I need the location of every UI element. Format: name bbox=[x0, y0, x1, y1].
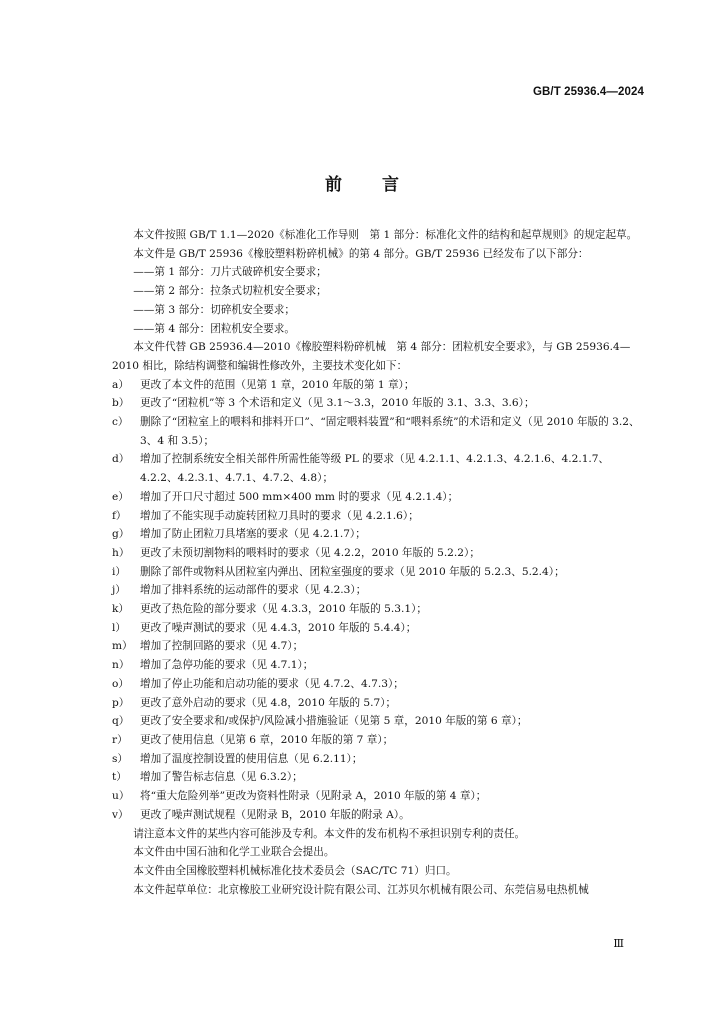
change-mark: p） bbox=[112, 696, 130, 709]
change-text: 更改了使用信息（见第 6 章，2010 年版的第 7 章）； bbox=[140, 733, 394, 746]
change-text: 更改了本文件的范围（见第 1 章，2010 年版的第 1 章）； bbox=[140, 378, 415, 391]
change-mark: d） bbox=[112, 453, 130, 466]
change-item bbox=[112, 450, 646, 487]
change-item bbox=[112, 787, 646, 806]
change-text: 增加了停止功能和启动功能的要求（见 4.7.2、4.7.3）； bbox=[140, 677, 404, 690]
part-item: ——第 4 部分：团粒机安全要求。 bbox=[133, 322, 295, 335]
change-mark: l） bbox=[112, 621, 126, 634]
change-item bbox=[112, 750, 646, 769]
change-item bbox=[112, 544, 646, 563]
change-text: 删除了部件或物料从团粒室内弹出、团粒室强度的要求（见 2010 年版的 5.2.3、5.2.4）； bbox=[140, 565, 565, 578]
change-mark: c） bbox=[112, 416, 129, 429]
change-text: 增加了控制系统安全相关部件所需性能等级 PL 的要求（见 4.2.1.1、4.2.1.3、4.2.1.6、4.2.1.7、4.2.2、4.2.3.1、4.7.1、4.7.2、4.8）； bbox=[140, 453, 610, 485]
change-mark: t） bbox=[112, 771, 127, 784]
change-item bbox=[112, 376, 646, 395]
change-text: 删除了“团粒室上的喂料和排料开口”、“固定喂料装置”和“喂料系统”的术语和定义（见 2010 年版的 3.2、3、4 和 3.5）； bbox=[140, 416, 640, 447]
change-item bbox=[112, 488, 646, 507]
parts-list bbox=[112, 263, 646, 338]
change-mark: i） bbox=[112, 565, 126, 578]
change-item bbox=[112, 637, 646, 656]
change-mark: h） bbox=[112, 546, 130, 559]
change-item bbox=[112, 619, 646, 638]
change-item bbox=[112, 656, 646, 675]
part-item: ——第 3 部分：切碎机安全要求； bbox=[133, 303, 295, 316]
change-mark: j） bbox=[112, 584, 126, 597]
change-item bbox=[112, 806, 646, 825]
changes-list bbox=[112, 376, 646, 825]
change-mark: v） bbox=[112, 808, 129, 821]
change-item bbox=[112, 394, 646, 413]
page-title: 前言 bbox=[325, 175, 439, 195]
paragraph-drafting-units: 本文件起草单位：北京橡胶工业研究设计院有限公司、江苏贝尔机械有限公司、东莞信易电热机械 bbox=[133, 883, 589, 896]
change-item bbox=[112, 768, 646, 787]
change-text: 更改了“团粒机”等 3 个术语和定义（见 3.1～3.3，2010 年版的 3.1、3.3、3.6）； bbox=[140, 397, 535, 410]
paragraph-series-parts: 本文件是 GB/T 25936《橡胶塑料粉碎机械》的第 4 部分。GB/T 25936 已经发布了以下部分： bbox=[133, 247, 589, 260]
change-text: 更改了噪声测试的要求（见 4.4.3，2010 年版的 5.4.4）； bbox=[140, 621, 417, 634]
change-text: 增加了不能实现手动旋转团粒刀具时的要求（见 4.2.1.6）； bbox=[140, 509, 419, 522]
change-text: 增加了警告标志信息（见 6.3.2）； bbox=[140, 771, 303, 784]
paragraph-drafting-rules: 本文件按照 GB/T 1.1—2020《标准化工作导则 第 1 部分：标准化文件的结构和起草规则》的规定起草。 bbox=[133, 229, 638, 241]
change-text: 增加了开口尺寸超过 500 mm×400 mm 时的要求（见 4.2.1.4）； bbox=[140, 490, 459, 503]
change-item bbox=[112, 694, 646, 713]
change-item bbox=[112, 712, 646, 731]
change-mark: m） bbox=[112, 640, 133, 653]
change-text: 更改了意外启动的要求（见 4.8，2010 年版的 5.7）； bbox=[140, 696, 397, 709]
page-number: Ⅲ bbox=[613, 937, 624, 950]
change-text: 增加了急停功能的要求（见 4.7.1）； bbox=[140, 659, 314, 672]
change-mark: a） bbox=[112, 378, 129, 391]
change-text: 增加了防止团粒刀具堵塞的要求（见 4.2.1.7）； bbox=[140, 528, 366, 541]
change-mark: e） bbox=[112, 490, 129, 503]
change-mark: o） bbox=[112, 677, 129, 690]
change-mark: r） bbox=[112, 733, 128, 746]
paragraph-replacement: 本文件代替 GB 25936.4—2010《橡胶塑料粉碎机械 第 4 部分：团粒机安全要求》，与 GB 25936.4—2010 相比，除结构调整和编辑性修改外，主要技术变化如下： bbox=[112, 341, 631, 372]
change-item bbox=[112, 525, 646, 544]
change-mark: g） bbox=[112, 528, 130, 541]
change-mark: k） bbox=[112, 603, 130, 616]
standard-number-header: GB/T 25936.4—2024 bbox=[532, 86, 644, 98]
change-mark: b） bbox=[112, 397, 130, 410]
paragraph-patent-notice: 请注意本文件的某些内容可能涉及专利。本文件的发布机构不承担识别专利的责任。 bbox=[133, 827, 526, 840]
change-item bbox=[112, 413, 646, 450]
change-item bbox=[112, 581, 646, 600]
change-mark: q） bbox=[112, 715, 130, 728]
change-text: 更改了热危险的部分要求（见 4.3.3，2010 年版的 5.3.1）； bbox=[140, 603, 427, 616]
change-mark: n） bbox=[112, 659, 130, 672]
change-item bbox=[112, 731, 646, 750]
change-mark: s） bbox=[112, 752, 129, 765]
change-text: 更改了噪声测试规程（见附录 B，2010 年版的附录 A）。 bbox=[140, 808, 410, 821]
paragraph-proposer: 本文件由中国石油和化学工业联合会提出。 bbox=[133, 846, 335, 859]
change-text: 增加了排料系统的运动部件的要求（见 4.2.3）； bbox=[140, 584, 367, 597]
change-mark: f） bbox=[112, 509, 127, 522]
change-text: 增加了控制回路的要求（见 4.7）； bbox=[140, 640, 304, 653]
change-mark: u） bbox=[112, 790, 130, 803]
change-text: 更改了未预切割物料的喂料时的要求（见 4.2.2，2010 年版的 5.2.2）； bbox=[140, 546, 480, 559]
part-item: ——第 1 部分：刀片式破碎机安全要求； bbox=[133, 266, 327, 279]
change-item bbox=[112, 507, 646, 526]
change-item bbox=[112, 600, 646, 619]
change-item bbox=[112, 563, 646, 582]
change-item bbox=[112, 675, 646, 694]
paragraph-technical-committee: 本文件由全国橡胶塑料机械标准化技术委员会（SAC/TC 71）归口。 bbox=[133, 864, 457, 877]
part-item: ——第 2 部分：拉条式切粒机安全要求； bbox=[133, 285, 327, 298]
change-text: 更改了安全要求和/或保护/风险减小措施验证（见第 5 章，2010 年版的第 6 章）； bbox=[140, 715, 528, 728]
change-text: 增加了温度控制设置的使用信息（见 6.2.11）； bbox=[140, 752, 363, 765]
document-body bbox=[112, 226, 646, 899]
change-text: 将“重大危险列举”更改为资料性附录（见附录 A，2010 年版的第 4 章）； bbox=[140, 790, 487, 803]
